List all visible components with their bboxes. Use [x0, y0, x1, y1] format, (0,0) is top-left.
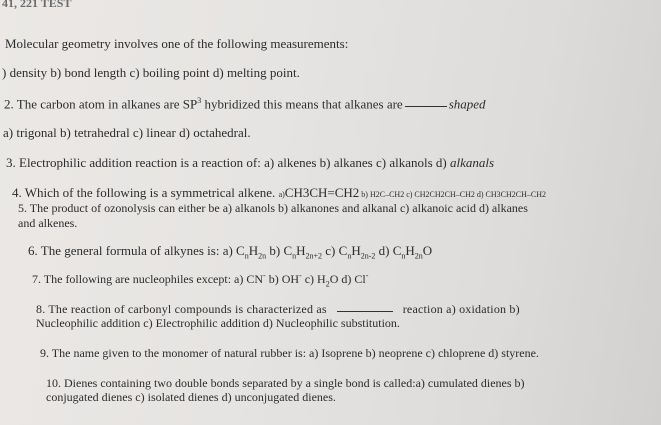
q7-sup: - [365, 271, 369, 280]
q7-sup: - [263, 271, 266, 280]
q6-text-f: H [351, 243, 361, 258]
question-9: 9. The name given to the monomer of natural rubber is: a) Isoprene b) neoprene c) chloprene d) styrene. [40, 346, 539, 360]
q7-text-d: O d) Cl [329, 272, 366, 286]
q4-option-a-label: a) [278, 190, 285, 199]
q6-sub: n [401, 251, 406, 261]
page-header: 41, 221 TEST [2, 0, 72, 10]
q7-sub: 2 [325, 279, 330, 289]
q3-text-b: alkanals [450, 155, 495, 170]
q2-text-c: shaped [448, 96, 486, 112]
q8-text-b: reaction a) oxidation b) [402, 302, 520, 316]
q6-sub: n [347, 251, 352, 261]
q6-sub: 2n [414, 251, 423, 261]
question-2 [4, 97, 486, 110]
q2-superscript: 3 [197, 96, 202, 105]
q8-blank [337, 311, 393, 312]
q4-option-a: CH3CH=CH2 [284, 185, 360, 200]
q6-text-i: O [422, 243, 433, 258]
q6-sub: 2n [258, 251, 267, 261]
q6-text-d: H [296, 243, 306, 258]
q4-text-a: 4. Which of the following is a symmetrical alkene. [12, 185, 279, 200]
q6-sub: 2n-2 [360, 251, 376, 261]
q7-text-b: b) OH [265, 272, 300, 286]
q6-text-a: 6. The general formula of alkynes is: a) C [28, 243, 245, 258]
question-10-line-2: conjugated dienes c) isolated dienes d) unconjugated dienes. [46, 390, 336, 404]
question-10-line-1: 10. Dienes containing two double bonds separated by a single bond is called:a) cumulated dienes b) [46, 376, 525, 390]
q6-sub: n [292, 251, 297, 261]
question-5-line-2: and alkenes. [18, 216, 78, 230]
q7-text-c: c) H [301, 272, 326, 286]
q8-text-a: 8. The reaction of carbonyl compounds is characterized as [36, 302, 327, 316]
q6-text-c: b) C [266, 243, 293, 258]
q7-text-a: 7. The following are nucleophiles except: a) CN [32, 272, 264, 286]
q4-options-rest: b) H2C–CH2 c) CH2CH2CH–CH2 d) CH3CH2CH–CH2 [359, 190, 546, 199]
question-8-line-1 [36, 303, 520, 315]
q3-text-a: 3. Electrophilic addition reaction is a reaction of: a) alkenes b) alkanes c) alkanols d) [6, 155, 450, 170]
question-4 [12, 186, 546, 199]
question-1-options: ) density b) bond length c) boiling point d) melting point. [2, 65, 300, 80]
question-7 [32, 272, 368, 288]
question-2-options: a) trigonal b) tetrahedral c) linear d) octahedral. [3, 125, 251, 140]
q6-text-e: c) C [322, 243, 348, 258]
q6-text-b: H [248, 243, 259, 258]
question-3 [6, 156, 494, 169]
q2-text-b: hybridized this means that alkanes are [201, 96, 403, 112]
question-5-line-1: 5. The product of ozonolysis can either be a) alkanols b) alkanones and alkanal c) alkanoic acid d) alkanes [18, 201, 528, 215]
question-8-line-2: Nucleophilic addition c) Electrophilic addition d) Nucleophilic substitution. [36, 316, 400, 330]
q6-text-g: d) C [375, 243, 402, 258]
q6-text-h: H [405, 243, 415, 258]
q7-sup: - [299, 271, 302, 280]
question-6 [28, 244, 432, 261]
q2-blank [405, 106, 447, 107]
q6-sub: n [244, 251, 249, 261]
intro-text: Molecular geometry involves one of the following measurements: [5, 36, 349, 51]
q6-sub: 2n+2 [305, 251, 323, 261]
q2-text-a: 2. The carbon atom in alkanes are SP [4, 96, 198, 112]
